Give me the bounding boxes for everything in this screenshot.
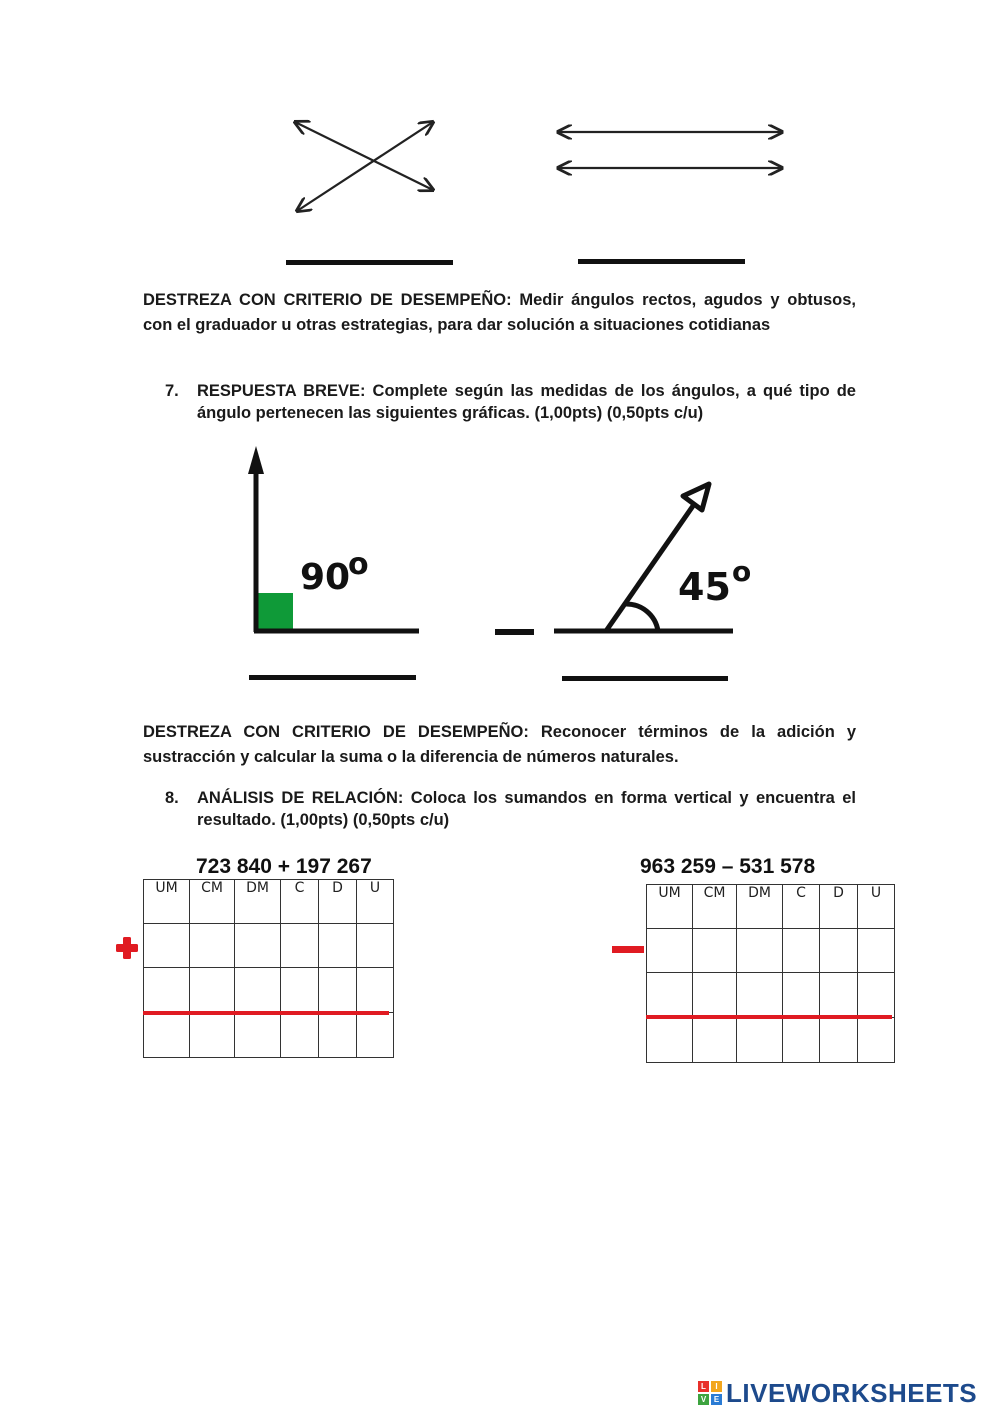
minus-sign-icon xyxy=(612,946,644,953)
destreza-2 xyxy=(143,720,856,770)
acute-angle-value: 45 xyxy=(678,565,731,609)
answer-line-acute-angle[interactable] xyxy=(562,676,728,681)
arrow-up-icon xyxy=(248,446,264,474)
logo-blocks-icon: L I V E xyxy=(698,1381,722,1405)
input-cell[interactable] xyxy=(319,924,357,968)
subtraction-row-result xyxy=(647,1018,895,1063)
right-angle-degree: o xyxy=(348,547,369,582)
input-cell[interactable] xyxy=(647,973,693,1018)
input-cell[interactable] xyxy=(783,973,820,1018)
arrow-diagonal-icon xyxy=(683,484,709,510)
input-cell[interactable] xyxy=(319,968,357,1013)
input-cell[interactable] xyxy=(144,968,190,1013)
header-um: UM xyxy=(144,880,190,924)
intersecting-lines-figure xyxy=(295,122,433,211)
header-c: C xyxy=(281,880,319,924)
parallel-lines-figure xyxy=(558,132,782,168)
header-c: C xyxy=(783,885,820,929)
input-cell[interactable] xyxy=(737,929,783,973)
addition-header-row xyxy=(144,880,394,924)
addition-row-addend-1 xyxy=(144,924,394,968)
question-8 xyxy=(165,787,856,831)
input-cell[interactable] xyxy=(737,1018,783,1063)
destreza-2-text: Reconocer términos de la adición y sustracción y calcular la suma o la diferencia de números naturales. xyxy=(143,723,857,766)
input-cell[interactable] xyxy=(190,968,235,1013)
input-cell[interactable] xyxy=(235,924,281,968)
question-7-number: 7. xyxy=(165,382,179,400)
input-cell[interactable] xyxy=(820,929,858,973)
destreza-1-text: Medir ángulos rectos, agudos y obtusos, con el graduador u otras estrategias, para dar solución a situaciones cotidianas xyxy=(143,291,857,334)
question-8-number: 8. xyxy=(165,789,179,807)
header-cm: CM xyxy=(693,885,737,929)
header-cm: CM xyxy=(190,880,235,924)
input-cell[interactable] xyxy=(647,929,693,973)
input-cell[interactable] xyxy=(357,1013,394,1058)
question-8-label: ANÁLISIS DE RELACIÓN: xyxy=(197,789,404,807)
subtraction-header-row xyxy=(647,885,895,929)
lines-figures xyxy=(280,110,800,270)
input-cell[interactable] xyxy=(858,973,895,1018)
header-u: U xyxy=(858,885,895,929)
addition-row-result xyxy=(144,1013,394,1058)
question-7 xyxy=(165,380,856,424)
input-cell[interactable] xyxy=(858,1018,895,1063)
header-d: D xyxy=(820,885,858,929)
angle-arc xyxy=(625,604,658,631)
question-7-label: RESPUESTA BREVE: xyxy=(197,382,366,400)
subtraction-row-subtrahend xyxy=(647,973,895,1018)
right-angle-figure xyxy=(248,446,419,632)
input-cell[interactable] xyxy=(647,1018,693,1063)
destreza-2-label: DESTREZA CON CRITERIO DE DESEMPEÑO: xyxy=(143,723,529,741)
input-cell[interactable] xyxy=(319,1013,357,1058)
subtraction-expression: 963 259 – 531 578 xyxy=(640,855,816,878)
input-cell[interactable] xyxy=(144,1013,190,1058)
input-cell[interactable] xyxy=(144,924,190,968)
input-cell[interactable] xyxy=(858,929,895,973)
header-dm: DM xyxy=(235,880,281,924)
acute-angle-figure xyxy=(495,484,751,632)
brand-name: LIVEWORKSHEETS xyxy=(726,1377,978,1408)
angle-figures xyxy=(240,440,770,650)
header-d: D xyxy=(319,880,357,924)
input-cell[interactable] xyxy=(820,973,858,1018)
input-cell[interactable] xyxy=(190,1013,235,1058)
right-angle-square xyxy=(257,593,293,629)
input-cell[interactable] xyxy=(357,924,394,968)
input-cell[interactable] xyxy=(357,968,394,1013)
input-cell[interactable] xyxy=(783,929,820,973)
answer-line-parallel[interactable] xyxy=(578,259,745,264)
input-cell[interactable] xyxy=(190,924,235,968)
addition-result-line xyxy=(143,1011,389,1015)
answer-line-right-angle[interactable] xyxy=(249,675,416,680)
input-cell[interactable] xyxy=(235,968,281,1013)
destreza-1 xyxy=(143,288,856,338)
header-um: UM xyxy=(647,885,693,929)
input-cell[interactable] xyxy=(783,1018,820,1063)
addition-expression: 723 840 + 197 267 xyxy=(196,855,372,878)
question-7-text: Complete según las medidas de los ángulos, a qué tipo de ángulo pertenecen las siguientes gráficas. (1,00pts) (0,50pts c/u) xyxy=(197,382,856,422)
input-cell[interactable] xyxy=(281,1013,319,1058)
input-cell[interactable] xyxy=(235,1013,281,1058)
input-cell[interactable] xyxy=(693,1018,737,1063)
question-8-text: Coloca los sumandos en forma vertical y encuentra el resultado. (1,00pts) (0,50pts c/u) xyxy=(197,789,856,829)
header-u: U xyxy=(357,880,394,924)
subtraction-row-minuend xyxy=(647,929,895,973)
addition-row-addend-2 xyxy=(144,968,394,1013)
destreza-1-label: DESTREZA CON CRITERIO DE DESEMPEÑO: xyxy=(143,291,512,309)
addition-grid xyxy=(143,879,394,1058)
input-cell[interactable] xyxy=(281,968,319,1013)
header-dm: DM xyxy=(737,885,783,929)
liveworksheets-logo xyxy=(698,1378,977,1408)
input-cell[interactable] xyxy=(693,973,737,1018)
answer-line-intersecting[interactable] xyxy=(286,260,453,265)
input-cell[interactable] xyxy=(693,929,737,973)
acute-angle-degree: o xyxy=(732,555,752,588)
plus-sign-icon xyxy=(115,936,139,960)
input-cell[interactable] xyxy=(820,1018,858,1063)
input-cell[interactable] xyxy=(737,973,783,1018)
subtraction-result-line xyxy=(646,1015,892,1019)
right-angle-value: 90 xyxy=(300,557,351,598)
input-cell[interactable] xyxy=(281,924,319,968)
subtraction-grid xyxy=(646,884,895,1063)
